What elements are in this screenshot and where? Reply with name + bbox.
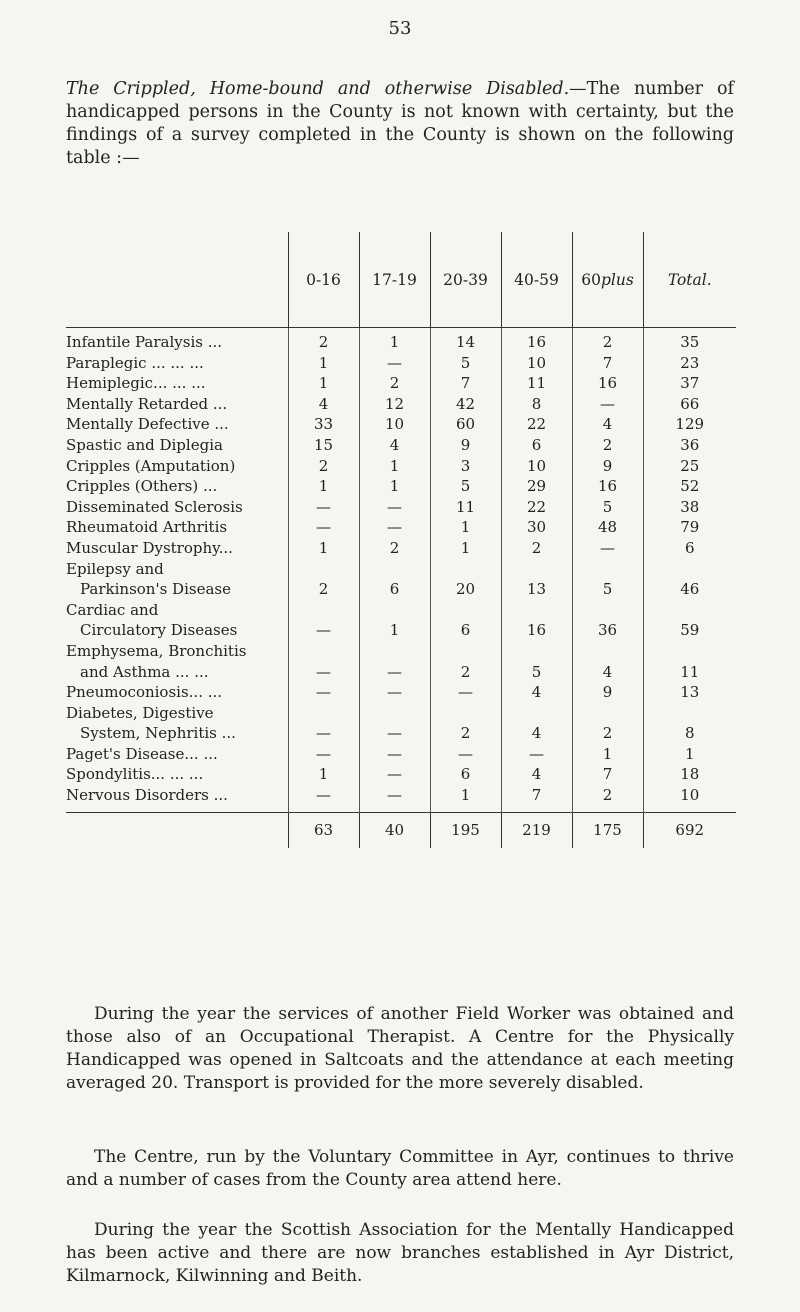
total-cell: 219 bbox=[501, 812, 572, 848]
totals-row bbox=[66, 812, 736, 848]
value-cell: — bbox=[288, 620, 359, 641]
value-cell: 9 bbox=[430, 435, 501, 456]
value-cell: 5 bbox=[501, 662, 572, 683]
value-cell: — bbox=[359, 682, 430, 703]
value-cell: 6 bbox=[430, 620, 501, 641]
value-cell: 1 bbox=[359, 620, 430, 641]
table-row bbox=[66, 579, 736, 600]
value-cell: — bbox=[359, 517, 430, 538]
header-label-blank bbox=[66, 232, 288, 328]
table-row bbox=[66, 559, 736, 580]
value-cell bbox=[572, 600, 643, 621]
row-label: Diabetes, Digestive bbox=[66, 703, 214, 722]
intro-lead: The Crippled, Home-bound and otherwise Disabled. bbox=[66, 79, 570, 99]
value-cell: — bbox=[288, 682, 359, 703]
row-label: Mentally Defective ... bbox=[66, 415, 229, 434]
value-cell bbox=[643, 641, 736, 662]
value-cell bbox=[288, 641, 359, 662]
value-cell: 4 bbox=[572, 414, 643, 435]
value-cell bbox=[288, 703, 359, 724]
value-cell bbox=[501, 600, 572, 621]
value-cell: 7 bbox=[572, 353, 643, 374]
value-cell: 8 bbox=[643, 723, 736, 744]
value-cell: 42 bbox=[430, 394, 501, 415]
value-cell: 15 bbox=[288, 435, 359, 456]
value-cell bbox=[359, 703, 430, 724]
page-number: 53 bbox=[388, 18, 412, 39]
value-cell: — bbox=[359, 497, 430, 518]
header-60-plus-word: plus bbox=[600, 270, 634, 289]
value-cell: 2 bbox=[288, 328, 359, 353]
value-cell: 37 bbox=[643, 373, 736, 394]
value-cell: 2 bbox=[572, 435, 643, 456]
table-row bbox=[66, 744, 736, 765]
value-cell: 11 bbox=[430, 497, 501, 518]
value-cell: — bbox=[359, 353, 430, 374]
totals-label-blank bbox=[66, 812, 288, 848]
value-cell: 11 bbox=[501, 373, 572, 394]
header-total bbox=[643, 232, 736, 328]
value-cell bbox=[643, 703, 736, 724]
value-cell: 1 bbox=[288, 764, 359, 785]
table-body bbox=[66, 328, 736, 813]
value-cell: 16 bbox=[572, 373, 643, 394]
table-row bbox=[66, 682, 736, 703]
value-cell: 7 bbox=[430, 373, 501, 394]
value-cell: 46 bbox=[643, 579, 736, 600]
value-cell bbox=[359, 559, 430, 580]
value-cell: 1 bbox=[430, 517, 501, 538]
value-cell bbox=[430, 641, 501, 662]
value-cell: 11 bbox=[643, 662, 736, 683]
row-label: Rheumatoid Arthritis bbox=[66, 518, 228, 537]
value-cell: 79 bbox=[643, 517, 736, 538]
row-label: Disseminated Sclerosis bbox=[66, 497, 243, 516]
table-row bbox=[66, 641, 736, 662]
value-cell: — bbox=[359, 764, 430, 785]
value-cell: 33 bbox=[288, 414, 359, 435]
value-cell: 8 bbox=[501, 394, 572, 415]
intro-text: —The number of handicapped persons in the County is not known with certainty, but the findings of a survey completed in the County is shown on the following table :— bbox=[66, 79, 735, 168]
value-cell: 10 bbox=[359, 414, 430, 435]
value-cell: 1 bbox=[643, 744, 736, 765]
value-cell: — bbox=[572, 538, 643, 559]
table-row bbox=[66, 662, 736, 683]
header-60-number: 60 bbox=[581, 270, 601, 289]
value-cell: 22 bbox=[501, 497, 572, 518]
value-cell: 4 bbox=[359, 435, 430, 456]
table-row bbox=[66, 328, 736, 353]
header-age-17-19: 17-19 bbox=[359, 232, 430, 328]
value-cell: 5 bbox=[430, 476, 501, 497]
value-cell: 9 bbox=[572, 456, 643, 477]
total-cell: 40 bbox=[359, 812, 430, 848]
row-label: Cripples (Amputation) bbox=[66, 456, 236, 475]
table-row bbox=[66, 353, 736, 374]
value-cell: — bbox=[288, 497, 359, 518]
table-row bbox=[66, 394, 736, 415]
grand-total-cell: 692 bbox=[643, 812, 736, 848]
row-label: System, Nephritis ... bbox=[80, 724, 236, 743]
value-cell: 2 bbox=[430, 662, 501, 683]
header-total-label: Total. bbox=[667, 270, 712, 289]
header-age-60-plus bbox=[572, 232, 643, 328]
row-label: Cardiac and bbox=[66, 600, 159, 619]
table-row bbox=[66, 435, 736, 456]
value-cell: 60 bbox=[430, 414, 501, 435]
table-row bbox=[66, 620, 736, 641]
value-cell: 7 bbox=[572, 764, 643, 785]
value-cell: — bbox=[288, 744, 359, 765]
value-cell: 14 bbox=[430, 328, 501, 353]
value-cell: 20 bbox=[430, 579, 501, 600]
value-cell: 2 bbox=[572, 328, 643, 353]
table-row bbox=[66, 785, 736, 812]
table-row bbox=[66, 456, 736, 477]
value-cell: — bbox=[359, 785, 430, 812]
row-label: Circulatory Diseases bbox=[80, 621, 238, 640]
value-cell: — bbox=[288, 517, 359, 538]
table-row bbox=[66, 703, 736, 724]
row-label: Spondylitis... ... ... bbox=[66, 765, 204, 784]
value-cell: 23 bbox=[643, 353, 736, 374]
table-row bbox=[66, 723, 736, 744]
value-cell: 16 bbox=[572, 476, 643, 497]
value-cell bbox=[359, 641, 430, 662]
value-cell: 10 bbox=[643, 785, 736, 812]
value-cell: 10 bbox=[501, 353, 572, 374]
value-cell: 1 bbox=[359, 476, 430, 497]
value-cell: 1 bbox=[430, 538, 501, 559]
table-row bbox=[66, 497, 736, 518]
header-row bbox=[66, 232, 736, 328]
value-cell: 5 bbox=[430, 353, 501, 374]
value-cell: 38 bbox=[643, 497, 736, 518]
value-cell: — bbox=[359, 723, 430, 744]
value-cell: 1 bbox=[288, 476, 359, 497]
disability-survey-table bbox=[66, 232, 736, 848]
value-cell: 9 bbox=[572, 682, 643, 703]
value-cell: — bbox=[359, 662, 430, 683]
value-cell: — bbox=[501, 744, 572, 765]
value-cell: 6 bbox=[501, 435, 572, 456]
value-cell: 2 bbox=[359, 373, 430, 394]
value-cell: 13 bbox=[501, 579, 572, 600]
row-label: Mentally Retarded ... bbox=[66, 394, 228, 413]
paragraph-field-worker: During the year the services of another Field Worker was obtained and those also of an Occupational Therapist. A Centre for the Physically Handicapped was opened in Saltcoats and the attendance at each meeting averaged 20. Transport is provided for the more severely disabled. bbox=[66, 1004, 734, 1093]
table-row bbox=[66, 373, 736, 394]
row-label: Epilepsy and bbox=[66, 559, 164, 578]
value-cell: 12 bbox=[359, 394, 430, 415]
table-row bbox=[66, 476, 736, 497]
value-cell: 1 bbox=[288, 373, 359, 394]
table-row bbox=[66, 538, 736, 559]
intro-paragraph bbox=[66, 78, 734, 170]
value-cell: 35 bbox=[643, 328, 736, 353]
value-cell: 1 bbox=[288, 538, 359, 559]
paragraph-centre: The Centre, run by the Voluntary Committee in Ayr, continues to thrive and a number of cases from the County area attend here. bbox=[66, 1147, 734, 1190]
value-cell: 10 bbox=[501, 456, 572, 477]
row-label: Paraplegic ... ... ... bbox=[66, 353, 204, 372]
value-cell: 1 bbox=[572, 744, 643, 765]
value-cell: — bbox=[288, 785, 359, 812]
value-cell: 22 bbox=[501, 414, 572, 435]
table-row bbox=[66, 414, 736, 435]
total-cell: 175 bbox=[572, 812, 643, 848]
value-cell: — bbox=[288, 723, 359, 744]
value-cell: 59 bbox=[643, 620, 736, 641]
value-cell: 7 bbox=[501, 785, 572, 812]
value-cell bbox=[359, 600, 430, 621]
table-row bbox=[66, 600, 736, 621]
value-cell: 2 bbox=[359, 538, 430, 559]
value-cell: 2 bbox=[288, 456, 359, 477]
row-label: Hemiplegic... ... ... bbox=[66, 374, 206, 393]
value-cell bbox=[501, 703, 572, 724]
row-label: Emphysema, Bronchitis bbox=[66, 641, 247, 660]
value-cell: 3 bbox=[430, 456, 501, 477]
table-row bbox=[66, 764, 736, 785]
value-cell bbox=[501, 559, 572, 580]
value-cell: 1 bbox=[359, 328, 430, 353]
value-cell: 4 bbox=[572, 662, 643, 683]
value-cell: 5 bbox=[572, 579, 643, 600]
value-cell: 36 bbox=[643, 435, 736, 456]
value-cell: 2 bbox=[288, 579, 359, 600]
value-cell: 48 bbox=[572, 517, 643, 538]
header-age-0-16: 0-16 bbox=[288, 232, 359, 328]
row-label: Nervous Disorders ... bbox=[66, 786, 228, 805]
value-cell bbox=[572, 559, 643, 580]
value-cell: 4 bbox=[501, 723, 572, 744]
value-cell: 129 bbox=[643, 414, 736, 435]
value-cell: 5 bbox=[572, 497, 643, 518]
value-cell: 6 bbox=[643, 538, 736, 559]
value-cell: — bbox=[430, 744, 501, 765]
value-cell: 2 bbox=[572, 785, 643, 812]
value-cell: 13 bbox=[643, 682, 736, 703]
value-cell bbox=[572, 703, 643, 724]
value-cell bbox=[430, 600, 501, 621]
value-cell: 4 bbox=[501, 764, 572, 785]
value-cell: 16 bbox=[501, 328, 572, 353]
value-cell bbox=[501, 641, 572, 662]
value-cell: 52 bbox=[643, 476, 736, 497]
value-cell: 66 bbox=[643, 394, 736, 415]
value-cell: 18 bbox=[643, 764, 736, 785]
row-label: Pneumoconiosis... ... bbox=[66, 683, 223, 702]
value-cell: 30 bbox=[501, 517, 572, 538]
value-cell: 2 bbox=[572, 723, 643, 744]
value-cell bbox=[572, 641, 643, 662]
total-cell: 195 bbox=[430, 812, 501, 848]
value-cell: — bbox=[359, 744, 430, 765]
value-cell bbox=[430, 559, 501, 580]
row-label: Spastic and Diplegia bbox=[66, 435, 223, 454]
value-cell bbox=[643, 600, 736, 621]
row-label: Muscular Dystrophy... bbox=[66, 538, 233, 557]
value-cell bbox=[288, 559, 359, 580]
header-age-40-59: 40-59 bbox=[501, 232, 572, 328]
value-cell: 1 bbox=[288, 353, 359, 374]
value-cell bbox=[430, 703, 501, 724]
value-cell bbox=[643, 559, 736, 580]
value-cell: 25 bbox=[643, 456, 736, 477]
row-label: Paget's Disease... ... bbox=[66, 744, 218, 763]
row-label: Cripples (Others) ... bbox=[66, 477, 218, 496]
value-cell: 4 bbox=[501, 682, 572, 703]
value-cell: 6 bbox=[430, 764, 501, 785]
value-cell: 1 bbox=[430, 785, 501, 812]
value-cell: 1 bbox=[359, 456, 430, 477]
row-label: Parkinson's Disease bbox=[80, 580, 231, 599]
value-cell: 6 bbox=[359, 579, 430, 600]
paragraph-scottish-association: During the year the Scottish Association for the Mentally Handicapped has been active and there are now branches established in Ayr District, Kilmarnock, Kilwinning and Beith. bbox=[66, 1220, 734, 1286]
header-age-20-39: 20-39 bbox=[430, 232, 501, 328]
value-cell: — bbox=[572, 394, 643, 415]
table-row bbox=[66, 517, 736, 538]
total-cell: 63 bbox=[288, 812, 359, 848]
value-cell: 2 bbox=[430, 723, 501, 744]
value-cell: — bbox=[430, 682, 501, 703]
value-cell: 36 bbox=[572, 620, 643, 641]
value-cell: 16 bbox=[501, 620, 572, 641]
value-cell: 4 bbox=[288, 394, 359, 415]
row-label: and Asthma ... ... bbox=[80, 662, 209, 681]
value-cell: 2 bbox=[501, 538, 572, 559]
value-cell: — bbox=[288, 662, 359, 683]
row-label: Infantile Paralysis ... bbox=[66, 333, 223, 351]
value-cell: 29 bbox=[501, 476, 572, 497]
value-cell bbox=[288, 600, 359, 621]
